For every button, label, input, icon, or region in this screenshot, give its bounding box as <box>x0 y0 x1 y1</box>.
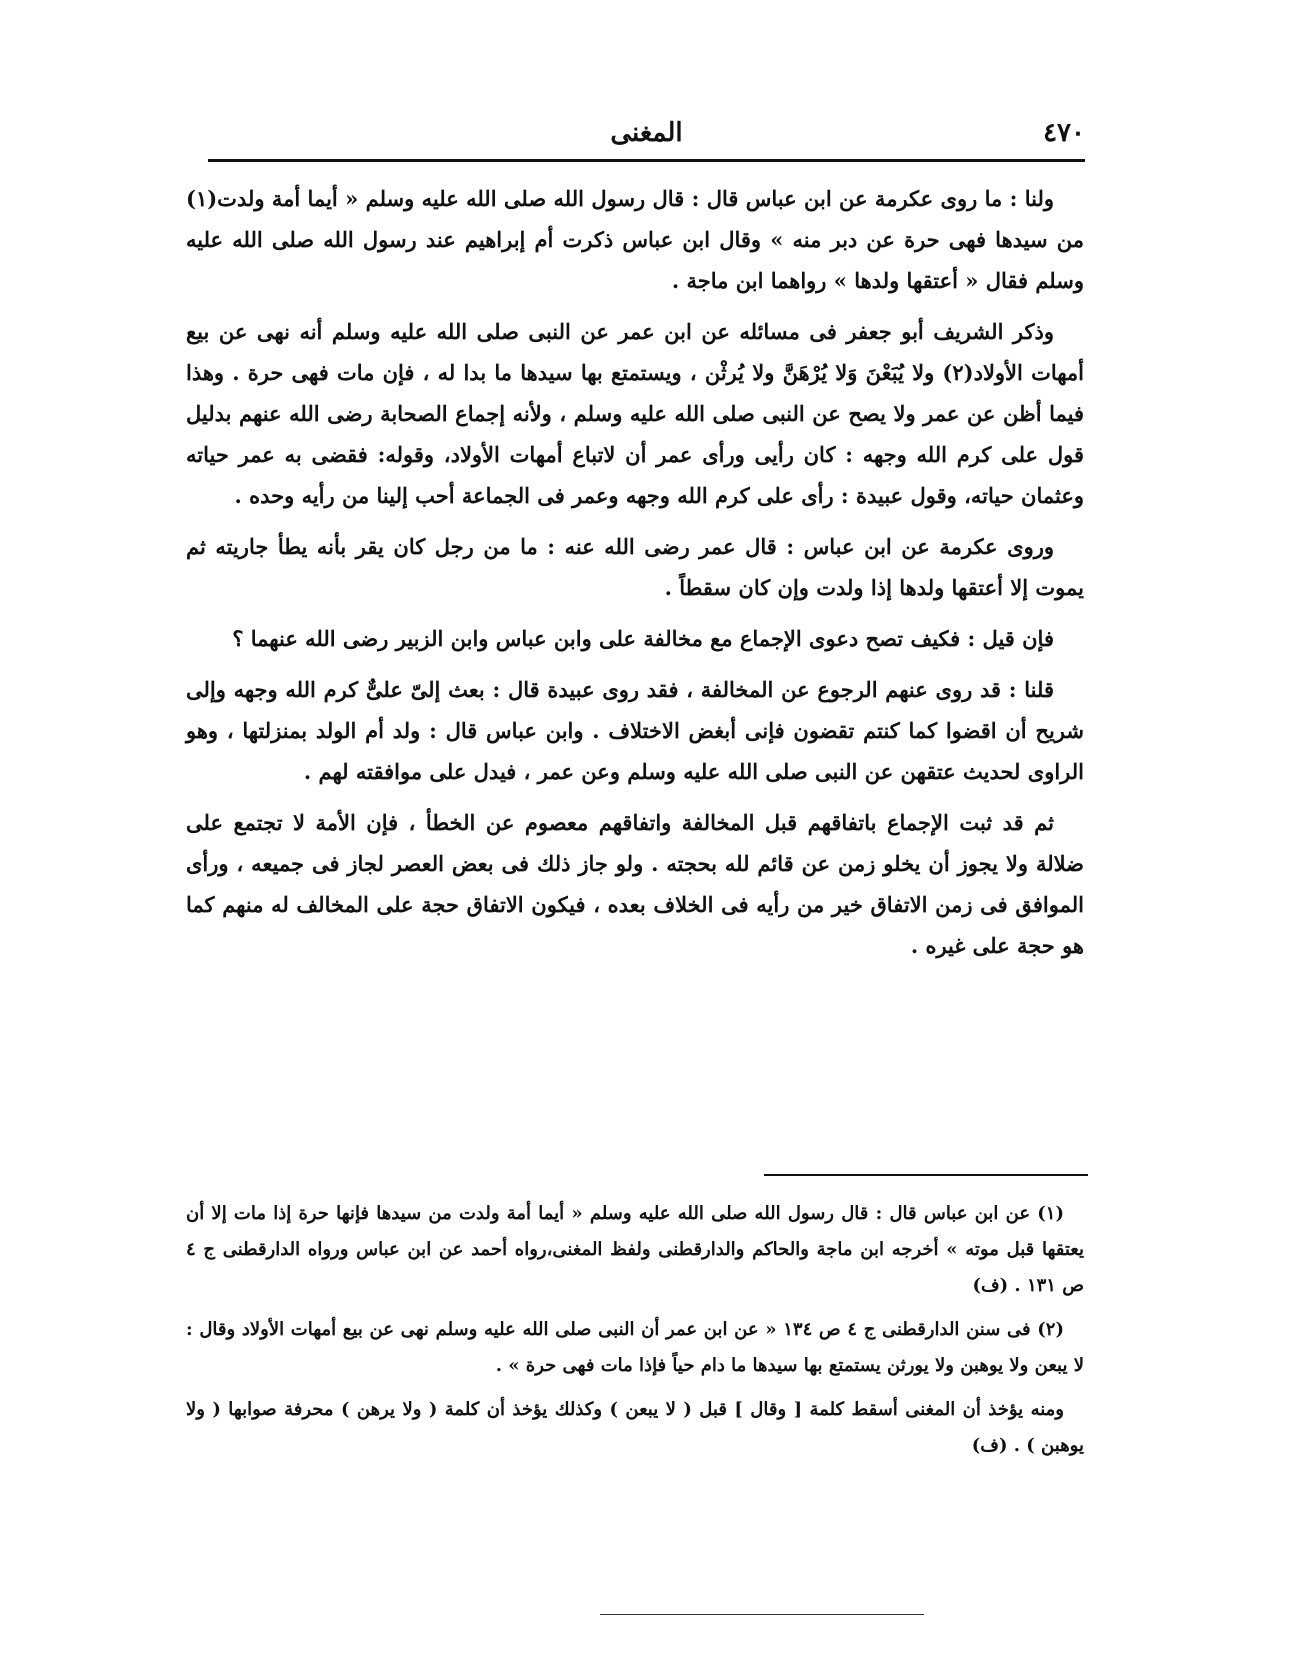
header-rule <box>208 159 1085 162</box>
paragraph: وذكر الشريف أبو جعفر فى مسائله عن ابن عمر عن النبى صلى الله عليه وسلم أنه نهى عن بيع أمهات الأولاد(٢) ولا يُبَعْنَ وَلا يُرْهَنَّ ولا يُرثْن ، ويستمتع بها سيدها ما بدا له ، فإن مات فهى حرة . وهذا فيما أظن عن عمر ولا يصح عن النبى صلى الله عليه وسلم ، ولأنه إجماع الصحابة رضى الله عنهم بدليل قول على كرم الله وجهه : كان رأيى ورأى عمر أن لاتباع أمهات الأولاد، وقوله: فقضى به عمر حياته وعثمان حياته، وقول عبيدة : رأى على كرم الله وجهه وعمر فى الجماعة أحب إلينا من رأيه وحده . <box>186 319 1085 508</box>
paragraph: وروى عكرمة عن ابن عباس : قال عمر رضى الله عنه : ما من رجل كان يقر بأنه يطأ جاريته ثم يموت إلا أعتقها ولدها إذا ولدت وإن كان سقطاً . <box>186 534 1084 600</box>
paragraph: قلنا : قد روى عنهم الرجوع عن المخالفة ، فقد روى عبيدة قال : بعث إلىّ علىٌّ كرم الله وجهه وإلى شريح أن اقضوا كما كنتم تقضون فإنى أبغض الاختلاف . وابن عباس قال : ولد أم الولد بمنزلتها ، وهو الراوى لحديث عتقهن عن النبى صلى الله عليه وسلم وعن عمر ، فيدل على موافقته لهم . <box>186 677 1084 784</box>
page-number: ٤٧٠ <box>1043 118 1085 148</box>
main-text <box>186 178 1084 976</box>
paragraph: ولنا : ما روى عكرمة عن ابن عباس قال : قال رسول الله صلى الله عليه وسلم « أيما أمة ولدت(١) من سيدها فهى حرة عن دبر منه » وقال ابن عباس ذكرت أم إبراهيم عند رسول الله صلى الله عليه وسلم فقال « أعتقها ولدها » رواهما ابن ماجة . <box>186 186 1084 293</box>
footnote: (٢) فى سنن الدارقطنى ج ٤ ص ١٣٤ « عن ابن عمر أن النبى صلى الله عليه وسلم نهى عن بيع أمهات الأولاد وقال : لا يبعن ولا يوهبن ولا يورثن يستمتع بها سيدها ما دام حياً فإذا مات فهى حرة » . <box>186 1319 1084 1376</box>
bottom-rule <box>600 1614 924 1615</box>
footnote-separator <box>764 1174 1088 1176</box>
footnote: ومنه يؤخذ أن المغنى أسقط كلمة [ وقال ] قبل ( لا يبعن ) وكذلك يؤخذ أن كلمة ( ولا يرهن ) محرفة صوابها ( ولا يوهبن ) . (ف) <box>186 1399 1084 1456</box>
paragraph: ثم قد ثبت الإجماع باتفاقهم قبل المخالفة واتفاقهم معصوم عن الخطأ ، فإن الأمة لا تجتمع على ضلالة ولا يجوز أن يخلو زمن عن قائم لله بحجته . ولو جاز ذلك فى بعض العصر لجاز فى جميعه ، ورأى الموافق فى زمن الاتفاق خير من رأيه فى الخلاف بعده ، فيكون الاتفاق حجة على المخالف له منهم كما هو حجة على غيره . <box>186 810 1084 958</box>
footnote: (١) عن ابن عباس قال : قال رسول الله صلى الله عليه وسلم « أيما أمة ولدت من سيدها فإنها حرة إذا مات إلا أن يعتقها قبل موته » أخرجه ابن ماجة والحاكم والدارقطنى ولفظ المغنى،رواه أحمد عن ابن عباس ورواه الدارقطنى ج ٤ ص ١٣١ . (ف) <box>186 1203 1084 1296</box>
paragraph: فإن قيل : فكيف تصح دعوى الإجماع مع مخالفة على وابن عباس وابن الزبير رضى الله عنهما ؟ <box>232 626 1054 651</box>
footnotes <box>186 1196 1084 1472</box>
running-title: المغنى <box>610 118 683 148</box>
page-header <box>208 112 1085 160</box>
